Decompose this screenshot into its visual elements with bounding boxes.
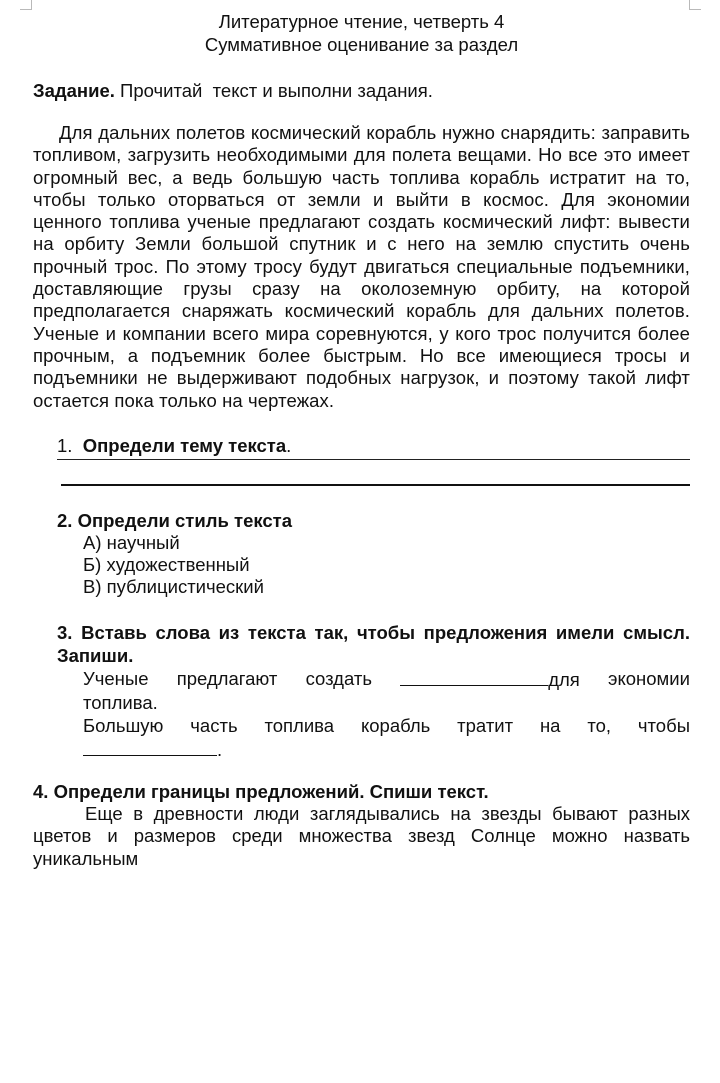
crop-mark-top-left-h [20,9,32,10]
subject-title: Литературное чтение, четверть 4 [218,11,505,32]
task-label: Задание. [33,80,115,101]
word: для [548,668,580,690]
word: предлагают [176,667,278,689]
question-4-title: 4. Определи границы предложений. Спиши текст. [33,780,489,802]
word: Большую [83,714,164,736]
sentence-1-row [83,667,690,691]
sentence-2-row [83,714,690,737]
sentence-1-end: топлива. [83,691,158,713]
task-instruction [33,79,690,102]
word: чтобы [637,714,690,736]
question-1-number: 1. [57,434,73,456]
question-3-title: 3. Вставь слова из текста так, чтобы предложения имели смысл. Запиши. [57,621,690,666]
word: на [539,714,561,736]
word: создать [305,667,372,689]
word: корабль [360,714,431,736]
document-page [33,10,690,870]
word: экономии [608,667,690,689]
question-2 [57,509,690,599]
fill-in-blank-1[interactable] [400,667,548,686]
option-b[interactable]: Б) художественный [83,554,250,576]
answer-line-1[interactable] [57,459,690,460]
option-c[interactable]: В) публицистический [83,576,264,598]
word: топлива [264,714,335,736]
period: . [217,738,223,760]
document-header [33,10,690,56]
word: часть [190,714,238,736]
question-1-title: Определи тему текста [82,434,287,456]
task-text: Прочитай текст и выполни задания. [114,80,433,101]
answer-line-2[interactable] [61,484,690,486]
question-3-body [57,667,690,761]
word: то, [587,714,612,736]
question-1-dot: . [286,434,292,456]
fill-in-blank-2[interactable] [83,737,217,756]
question-2-title: 2. Определи стиль текста [57,509,293,531]
sentence-2-end [83,737,690,761]
reading-passage: Для дальних полетов космический корабль нужно снарядить: заправить топливом, загрузить необходимыми для полета вещами. Но все это имеет огромный вес, а ведь большую часть топлива корабль истратит на то, чтобы только оторваться от земли и выйти в космос. Для экономии ценного топлива ученые предлагают создать космический лифт: вывести на орбиту Земли большой спутник и с него на землю спустить очень прочный трос. По этому тросу будут двигаться специальные подъемники, доставляющие грузы сразу на околоземную орбиту, на которой предполагается снаряжать космический корабль для дальних полетов. Ученые и компании всего мира соревнуются, у кого трос получится более прочным, а подъемник более быстрым. Но все имеющиеся тросы и подъемники не выдерживают подобных нагрузок, и поэтому такой лифт остается пока только на чертежах. [33,122,690,411]
word: тратит [457,714,514,736]
question-3 [57,621,690,761]
assessment-title: Суммативное оценивание за раздел [204,34,519,55]
blank-with-word [400,667,580,691]
option-a[interactable]: А) научный [83,531,180,553]
question-4-text: Еще в древности люди заглядывались на звезды бывают разных цветов и размеров среди множества звезд Солнце можно назвать уникальным [33,803,690,869]
question-1 [57,434,690,457]
word: Ученые [83,667,149,689]
question-4 [33,781,690,870]
crop-mark-top-right-h [689,9,701,10]
